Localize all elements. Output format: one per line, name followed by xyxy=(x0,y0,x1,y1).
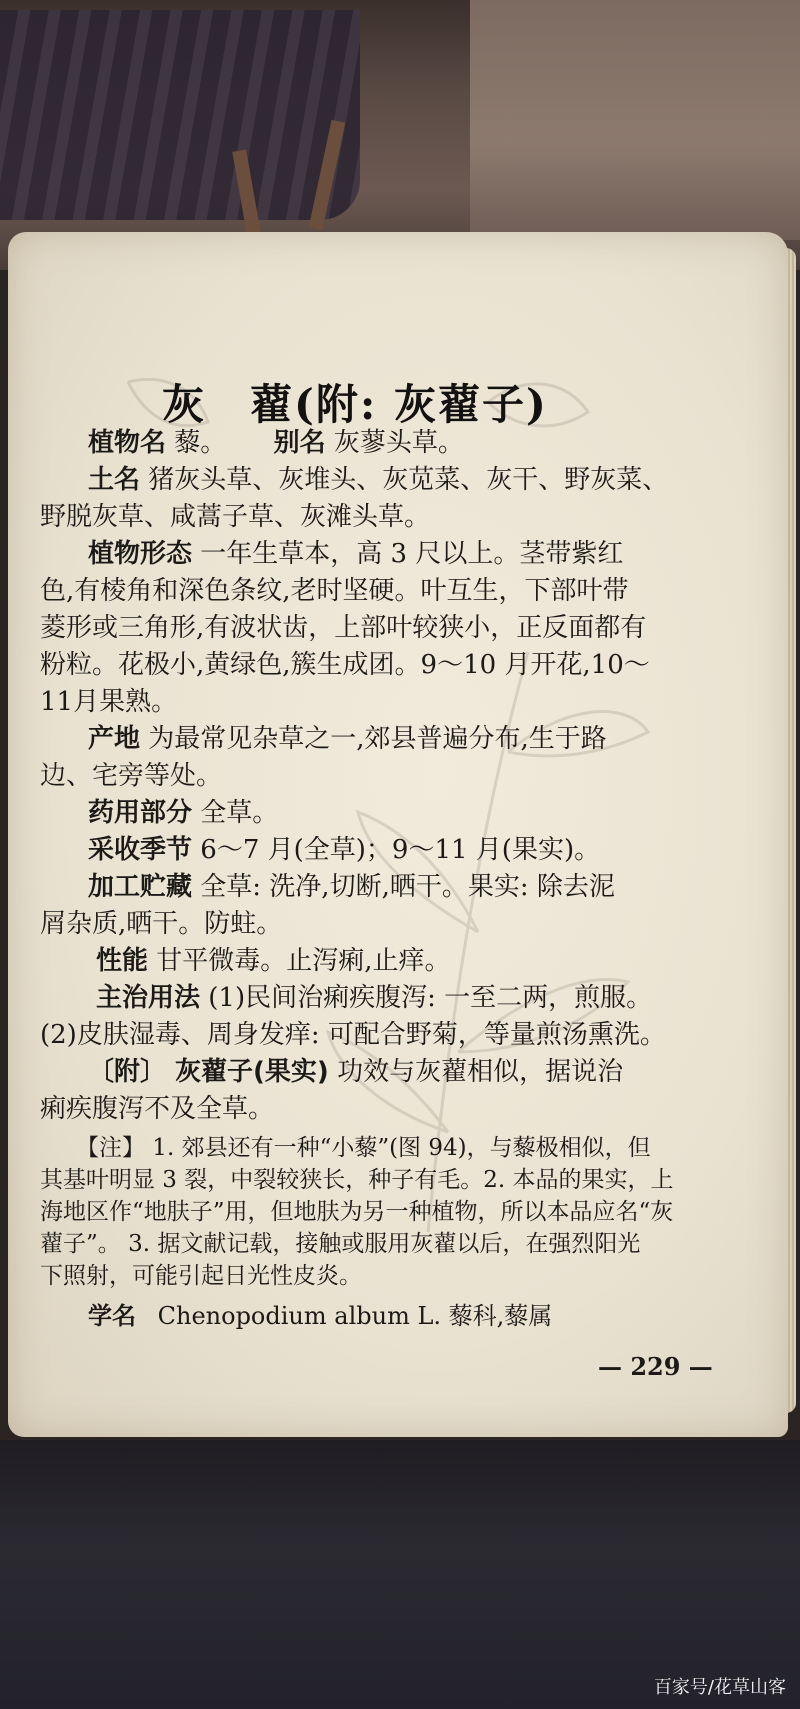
entry-line xyxy=(40,536,730,573)
entry-line xyxy=(40,1091,730,1128)
scientific-name-line xyxy=(40,1298,730,1335)
field-value: 11月果熟。 xyxy=(40,687,178,717)
entry-line xyxy=(40,869,730,906)
field-value: 全草。 xyxy=(200,798,279,828)
field-label: 别名 xyxy=(273,428,326,458)
field-value: Chenopodium album L. 藜科,藜属 xyxy=(157,1302,553,1330)
field-value: 屑杂质,晒干。防蛀。 xyxy=(40,909,283,939)
field-value: (1)民间治痢疾腹泻: 一至二两，煎服。 xyxy=(208,983,653,1013)
field-value: 功效与灰藋相似，据说治 xyxy=(337,1057,624,1087)
note-line: 海地区作“地肤子”用，但地肤为另一种植物，所以本品应名“灰 xyxy=(40,1199,674,1225)
entry-line xyxy=(40,832,730,869)
field-value: 灰蓼头草。 xyxy=(333,428,464,458)
entry-line xyxy=(40,573,730,610)
note-line: 下照射，可能引起日光性皮炎。 xyxy=(40,1263,362,1289)
field-value: 6～7 月(全草)；9～11 月(果实)。 xyxy=(200,835,601,865)
entry-line xyxy=(40,499,730,536)
field-value: 猪灰头草、灰堆头、灰苋菜、灰干、野灰菜、 xyxy=(148,465,669,495)
background-lap xyxy=(0,1440,800,1709)
notes-block xyxy=(40,1132,730,1292)
entry-line xyxy=(40,684,730,721)
field-label: 植物名 xyxy=(88,428,167,458)
entry-line xyxy=(40,1017,730,1054)
background-chair xyxy=(0,10,360,220)
field-value: 野脱灰草、咸蒿子草、灰滩头草。 xyxy=(40,502,431,532)
field-label: 药用部分 xyxy=(88,798,193,828)
field-value: 色,有棱角和深色条纹,老时坚硬。叶互生，下部叶带 xyxy=(40,576,629,606)
field-label: 植物形态 xyxy=(88,539,193,569)
page-title: 灰 藋(附: 灰藋子) xyxy=(162,380,548,429)
field-label: 〔附〕 灰藋子(果实) xyxy=(88,1057,329,1087)
field-label: 学名 xyxy=(88,1302,136,1330)
entry-line xyxy=(40,610,730,647)
field-label: 土名 xyxy=(88,465,141,495)
entry-line xyxy=(40,758,730,795)
field-value: 菱形或三角形,有波状齿，上部叶较狭小，正反面都有 xyxy=(40,613,647,643)
field-label: 性能 xyxy=(96,946,149,976)
watermark-text: 百家号/花草山客 xyxy=(653,1677,786,1698)
field-value: 一年生草本，高 3 尺以上。茎带紫红 xyxy=(200,539,624,569)
page-number: — 229 — xyxy=(598,1352,713,1381)
background-room xyxy=(0,0,800,270)
field-value: 为最常见杂草之一,郊县普遍分布,生于路 xyxy=(148,724,607,754)
field-value: 痢疾腹泻不及全草。 xyxy=(40,1094,275,1124)
note-line: 其基叶明显 3 裂，中裂较狭长，种子有毛。2. 本品的果实，上 xyxy=(40,1167,674,1193)
entry-body xyxy=(40,425,730,1335)
entry-line xyxy=(40,795,730,832)
field-value: 边、宅旁等处。 xyxy=(40,761,223,791)
entry-line xyxy=(40,1054,730,1091)
background-wall xyxy=(470,0,800,240)
entry-line xyxy=(40,906,730,943)
field-label: 加工贮藏 xyxy=(88,872,193,902)
field-label: 产地 xyxy=(88,724,141,754)
field-label: 采收季节 xyxy=(88,835,193,865)
entry-line xyxy=(40,462,730,499)
field-label: 主治用法 xyxy=(96,983,201,1013)
field-value: 粉粒。花极小,黄绿色,簇生成团。9～10 月开花,10～ xyxy=(40,650,650,680)
entry-line xyxy=(40,425,730,462)
note-line: 【注】 1. 郊县还有一种“小藜”(图 94)，与藜极相似，但 xyxy=(76,1135,651,1161)
note-line: 藋子”。 3. 据文献记载，接触或服用灰藋以后，在强烈阳光 xyxy=(40,1231,641,1257)
entry-line xyxy=(40,647,730,684)
entry-line xyxy=(40,980,730,1017)
field-value: 全草: 洗净,切断,晒干。果实: 除去泥 xyxy=(200,872,615,902)
field-value: (2)皮肤湿毒、周身发痒: 可配合野菊，等量煎汤熏洗。 xyxy=(40,1020,666,1050)
field-value: 藜。 xyxy=(174,428,266,458)
entry-line xyxy=(40,721,730,758)
entry-line xyxy=(40,943,730,980)
field-value: 甘平微毒。止泻痢,止痒。 xyxy=(156,946,451,976)
